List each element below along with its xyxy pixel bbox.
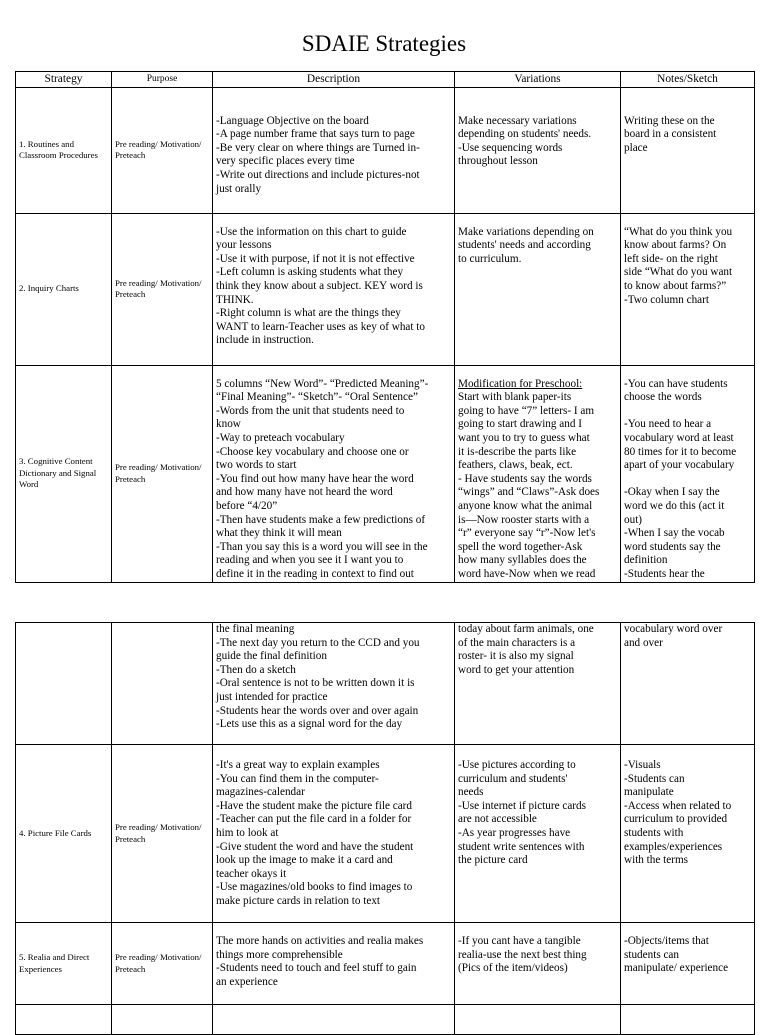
- text-line: teacher okays it: [216, 867, 287, 880]
- text-line: The more hands on activities and realia makes: [216, 935, 424, 947]
- text-line: “What do you think you: [624, 225, 733, 238]
- variations-list: [458, 391, 617, 581]
- notes-cell: [621, 365, 755, 582]
- text-line: are not accessible: [458, 813, 537, 826]
- text-line: -Then have students make a few predictions of: [216, 513, 426, 526]
- purpose-label: Pre reading/ Motivation/ Preteach: [115, 277, 202, 300]
- text-line: guide the final definition: [216, 650, 327, 663]
- header-row: [16, 72, 755, 88]
- text-line: going to start drawing and I: [458, 418, 582, 431]
- text-line: going to have “7” letters- I am: [458, 404, 595, 417]
- text-line: -Objects/items that: [624, 935, 709, 947]
- variations-cell: [455, 623, 621, 745]
- notes-cell: [621, 623, 755, 745]
- document-title: SDAIE Strategies: [301, 31, 467, 56]
- strategy-cell: [16, 923, 112, 1005]
- text-line: manipulate: [624, 786, 674, 799]
- strategies-table-bottom: [15, 622, 755, 1035]
- text-line: it is-describe the parts like: [458, 445, 577, 458]
- table-row: [16, 213, 755, 365]
- strategy-label: 2. Inquiry Charts: [19, 283, 79, 294]
- text-line: -The next day you return to the CCD and you: [216, 636, 420, 649]
- text-line: things more comprehensible: [216, 948, 343, 961]
- text-line: to know about farms?”: [624, 279, 727, 292]
- text-line: want you to try to guess what: [458, 431, 590, 444]
- variations-cell: [455, 1005, 621, 1035]
- text-line: -Than you say this is a word you will see in the: [216, 540, 428, 553]
- text-line: -Okay when I say the: [624, 486, 720, 499]
- text-line: -Words from the unit that students need to: [216, 404, 405, 417]
- text-line: students with: [624, 826, 684, 839]
- notes-cell: [621, 1005, 755, 1035]
- description-cell: [213, 87, 455, 213]
- description-cell: [213, 213, 455, 365]
- description-cell: [213, 1005, 455, 1035]
- purpose-label: Pre reading/ Motivation/ Preteach: [115, 138, 202, 161]
- text-line: what they think it will mean: [216, 527, 342, 540]
- text-line: -Write out directions and include pictures-not: [216, 168, 420, 181]
- text-line: include in instruction.: [216, 334, 314, 347]
- text-line: board in a consistent: [624, 128, 717, 141]
- text-line: -Use sequencing words: [458, 141, 563, 154]
- text-line: spell the word together-Ask: [458, 540, 583, 553]
- text-line: think they know about a subject. KEY word is: [216, 279, 423, 292]
- text-line: throughout lesson: [458, 155, 538, 168]
- text-line: choose the words: [624, 391, 702, 404]
- text-line: with the terms: [624, 854, 689, 867]
- purpose-label: Pre reading/ Motivation/ Preteach: [115, 952, 202, 974]
- purpose-cell: [112, 623, 213, 745]
- text-line: left side- on the right: [624, 252, 718, 265]
- purpose-label: Pre reading/ Motivation/ Preteach: [115, 822, 202, 844]
- variations-cell: [455, 365, 621, 582]
- text-line: -A page number frame that says turn to page: [216, 128, 415, 141]
- text-line: -You find out how many have hear the word: [216, 472, 414, 485]
- text-line: -It's a great way to explain examples: [216, 759, 380, 771]
- text-line: 80 times for it to become: [624, 445, 737, 458]
- text-line: -As year progresses have: [458, 826, 571, 839]
- text-line: students can: [624, 948, 679, 961]
- text-line: -Use pictures according to: [458, 759, 576, 771]
- variations-cell: [455, 923, 621, 1005]
- strategy-cell: [16, 1005, 112, 1035]
- text-line: WANT to learn-Teacher uses as key of what to: [216, 320, 426, 333]
- table-row: [16, 623, 755, 745]
- text-line: -Students hear the: [624, 567, 705, 580]
- text-line: reading and when you see it I want you to: [216, 554, 404, 567]
- table-row: [16, 923, 755, 1005]
- text-line: how many syllables does the: [458, 554, 587, 567]
- text-line: -Be very clear on where things are Turned in-: [216, 141, 420, 154]
- text-line: -Two column chart: [624, 293, 709, 306]
- table-row-partial: [16, 1005, 755, 1035]
- text-line: -Visuals: [624, 759, 661, 771]
- text-line: 5 columns “New Word”- “Predicted Meaning”-: [216, 377, 429, 390]
- purpose-cell: [112, 1005, 213, 1035]
- text-line: definition: [624, 554, 668, 567]
- text-line: vocabulary word over: [624, 623, 723, 635]
- text-line: define it in the reading in context to find out: [216, 567, 414, 580]
- notes-cell: [621, 745, 755, 923]
- purpose-cell: [112, 365, 213, 582]
- text-line: -Use it with purpose, if not it is not effective: [216, 252, 415, 265]
- text-line: “wings” and “Claws”-Ask does: [458, 486, 600, 499]
- text-line: student write sentences with: [458, 840, 585, 853]
- text-line: -Use internet if picture cards: [458, 799, 586, 812]
- text-line: manipulate/ experience: [624, 962, 729, 975]
- text-line: make picture cards in relation to text: [216, 894, 381, 907]
- text-line: word we do this (act it: [624, 499, 725, 512]
- text-line: an experience: [216, 975, 278, 988]
- strategy-cell: [16, 87, 112, 213]
- text-line: curriculum to provided: [624, 813, 728, 826]
- notes-cell: [621, 213, 755, 365]
- text-line: (Pics of the item/videos): [458, 962, 568, 975]
- text-line: -Choose key vocabulary and choose one or: [216, 445, 409, 458]
- text-line: “r” everyone say “r”-Now let's: [458, 527, 596, 540]
- description-cell: [213, 623, 455, 745]
- text-line: -Language Objective on the board: [216, 114, 369, 127]
- text-line: -Way to preteach vocabulary: [216, 431, 345, 444]
- text-line: Writing these on the: [624, 114, 715, 127]
- text-line: - Have students say the words: [458, 472, 592, 485]
- text-line: feathers, claws, beak, ect.: [458, 459, 573, 472]
- text-line: -You can have students: [624, 377, 728, 390]
- text-line: needs: [458, 786, 484, 799]
- text-line: your lessons: [216, 239, 272, 252]
- text-line: -Students can: [624, 772, 685, 785]
- text-line: place: [624, 141, 648, 154]
- text-line: students' needs and according: [458, 239, 591, 252]
- strategy-cell: [16, 623, 112, 745]
- strategy-label: 5. Realia and Direct Experiences: [19, 952, 90, 974]
- purpose-cell: [112, 923, 213, 1005]
- text-line: vocabulary word at least: [624, 431, 734, 444]
- text-line: today about farm animals, one: [458, 623, 594, 635]
- text-line: and how many have not heard the word: [216, 486, 393, 499]
- text-line: know about farms? On: [624, 239, 727, 252]
- variations-heading: Modification for Preschool:: [458, 377, 583, 390]
- text-line: apart of your vocabulary: [624, 459, 735, 472]
- text-line: -You can find them in the computer-: [216, 772, 379, 785]
- text-line: know: [216, 418, 241, 431]
- text-line: -Teacher can put the file card in a folder for: [216, 813, 412, 826]
- strategy-cell: [16, 745, 112, 923]
- header-variations: Variations: [455, 72, 621, 88]
- header-purpose: Purpose: [112, 72, 213, 88]
- strategies-table-top: [15, 71, 755, 583]
- text-line: him to look at: [216, 826, 279, 839]
- text-line: -Oral sentence is not to be written down it is: [216, 677, 415, 690]
- text-line: word have-Now when we read: [458, 567, 596, 580]
- text-line: -Use magazines/old books to find images to: [216, 881, 413, 894]
- purpose-cell: [112, 213, 213, 365]
- description-cell: [213, 923, 455, 1005]
- text-line: -When I say the vocab: [624, 527, 725, 540]
- variations-cell: [455, 213, 621, 365]
- variations-cell: [455, 745, 621, 923]
- header-description: Description: [213, 72, 455, 88]
- text-line: realia-use the next best thing: [458, 948, 587, 961]
- text-line: is—Now rooster starts with a: [458, 513, 590, 526]
- text-line: -Give student the word and have the student: [216, 840, 414, 853]
- text-line: [624, 405, 751, 419]
- text-line: -Students hear the words over and over again: [216, 704, 419, 717]
- notes-cell: [621, 87, 755, 213]
- text-line: -Access when related to: [624, 799, 732, 812]
- strategy-label: 3. Cognitive Content Dictionary and Signal Word: [19, 456, 97, 490]
- purpose-cell: [112, 87, 213, 213]
- strategy-cell: [16, 213, 112, 365]
- text-line: of the main characters is a: [458, 636, 576, 649]
- text-line: -Use the information on this chart to guide: [216, 225, 407, 238]
- text-line: -You need to hear a: [624, 418, 712, 431]
- variations-cell: [455, 87, 621, 213]
- text-line: word to get your attention: [458, 663, 575, 676]
- text-line: word students say the: [624, 540, 721, 553]
- text-line: Make variations depending on: [458, 225, 594, 238]
- header-notes: Notes/Sketch: [621, 72, 755, 88]
- text-line: anyone know what the animal: [458, 499, 593, 512]
- text-line: just intended for practice: [216, 690, 328, 703]
- text-line: -Then do a sketch: [216, 663, 296, 676]
- text-line: examples/experiences: [624, 840, 723, 853]
- text-line: -Students need to touch and feel stuff to gain: [216, 962, 417, 975]
- text-line: very specific places every time: [216, 155, 355, 168]
- text-line: the picture card: [458, 854, 528, 867]
- text-line: -Have the student make the picture file card: [216, 799, 413, 812]
- text-line: -Left column is asking students what they: [216, 266, 404, 279]
- text-line: curriculum and students': [458, 772, 568, 785]
- header-strategy: Strategy: [16, 72, 112, 88]
- text-line: -Lets use this as a signal word for the day: [216, 718, 403, 731]
- text-line: roster- it is also my signal: [458, 650, 574, 663]
- text-line: -If you cant have a tangible: [458, 935, 581, 947]
- text-line: -Right column is what are the things they: [216, 307, 401, 320]
- strategy-label: 1. Routines and Classroom Procedures: [19, 138, 98, 161]
- text-line: side “What do you want: [624, 266, 733, 279]
- description-cell: [213, 745, 455, 923]
- description-cell: [213, 365, 455, 582]
- text-line: Start with blank paper-its: [458, 391, 572, 404]
- table-row: [16, 87, 755, 213]
- text-line: and over: [624, 636, 663, 649]
- strategy-label: 4. Picture File Cards: [19, 827, 92, 838]
- text-line: the final meaning: [216, 623, 295, 635]
- text-line: THINK.: [216, 293, 254, 306]
- text-line: before “4/20”: [216, 499, 278, 512]
- strategy-cell: [16, 365, 112, 582]
- purpose-cell: [112, 745, 213, 923]
- notes-cell: [621, 923, 755, 1005]
- text-line: out): [624, 513, 643, 526]
- purpose-label: Pre reading/ Motivation/ Preteach: [115, 462, 202, 484]
- text-line: to curriculum.: [458, 252, 522, 265]
- table-row: [16, 365, 755, 582]
- text-line: depending on students' needs.: [458, 128, 592, 141]
- text-line: [624, 473, 751, 487]
- text-line: just orally: [216, 182, 262, 195]
- table-row: [16, 745, 755, 923]
- text-line: two words to start: [216, 459, 297, 472]
- text-line: Make necessary variations: [458, 114, 577, 127]
- text-line: magazines-calendar: [216, 786, 305, 799]
- text-line: “Final Meaning”- “Sketch”- “Oral Sentence”: [216, 391, 418, 404]
- text-line: look up the image to make it a card and: [216, 854, 393, 867]
